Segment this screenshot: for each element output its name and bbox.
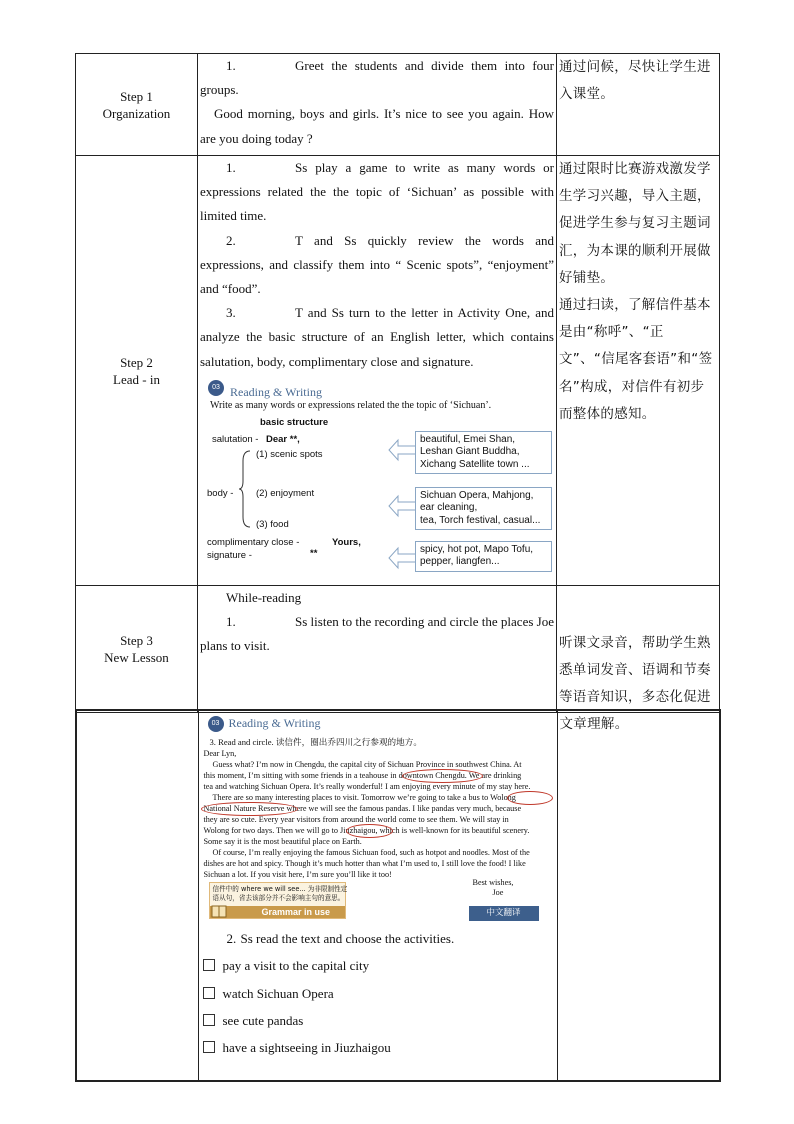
letter-line: Guess what? I’m now in Chengdu, the capital city of Sichuan Province in southwest China. At [212, 760, 522, 769]
food-words-box [415, 541, 552, 572]
step2-item2-text: T and Ss quickly review the words and expressions, and classify them into “ Scenic spots”, “enjoyment” and “food”. [200, 232, 554, 297]
read-circle-instruction: 3. Read and circle. 读信件，圈出乔四川之行参观的地方。 [209, 737, 422, 747]
reading-purpose: 文章理解。 [559, 716, 629, 732]
circle-nature-reserve [201, 802, 298, 816]
food-word-line: pepper, liangfen... [420, 556, 500, 568]
letter-line: this moment, I’m sitting with some friends in a teahouse in downtown Chengdu. We are drinking [203, 771, 522, 780]
activity-option[interactable] [201, 1034, 555, 1061]
scenic-words-box [415, 431, 552, 475]
grammar-note-box [209, 882, 346, 919]
book-icon [211, 904, 227, 918]
scenic-word-line: Leshan Giant Buddha, [420, 446, 520, 458]
step2-stage: Lead - in [113, 371, 160, 387]
step2-label: Step 2 [120, 354, 153, 370]
step3-activity-cell [198, 586, 557, 713]
step1-item1-num: 1. [226, 58, 236, 73]
letter-line: There are so many interesting places to visit. Tomorrow we’re going to take a bus to Wolong [212, 793, 516, 802]
reading-activity-cell [198, 710, 557, 1081]
letter-signer: Joe [492, 888, 504, 897]
activity-option[interactable] [201, 1007, 555, 1034]
activity-badge: 03 [208, 716, 224, 732]
lesson-plan-table-continued [75, 709, 721, 1082]
salutation-example: Dear **, [266, 433, 300, 445]
step3-stage-cell [76, 586, 198, 713]
step1-greeting: Good morning, boys and girls. It’s nice to see you again. How are you doing today ? [200, 106, 554, 146]
letter-line: Wolong for two days. Then we will go to Jiuzhaigou, which is well-known for its beautiful scenery. [203, 826, 530, 835]
empty-stage-cell [76, 710, 198, 1081]
scenic-word-line: Xichang Satellite town ... [420, 458, 530, 470]
body-label: body - [207, 487, 234, 499]
scenic-word-line: beautiful, Emei Shan, [420, 433, 516, 445]
body-brace-icon [238, 449, 252, 529]
activity-option-label: watch Sichuan Opera [222, 985, 334, 1001]
step1-purpose: 通过问候，尽快让学生进入课堂。 [559, 59, 711, 103]
letter-structure-figure [200, 376, 554, 581]
step1-label: Step 1 [120, 88, 153, 104]
checkbox-icon[interactable] [203, 1014, 215, 1026]
close-example: Yours, [332, 536, 361, 548]
body-item-food: (3) food [256, 518, 289, 530]
activity-option-label: pay a visit to the capital city [222, 958, 370, 974]
step2-purpose1: 通过限时比赛游戏激发学生学习兴趣，导入主题，促进学生参与复习主题词汇，为本课的顺利开展做好铺垫。 [559, 161, 711, 286]
step1-purpose-cell [557, 54, 720, 156]
step2-item3-text: T and Ss turn to the letter in Activity One, and analyze the basic structure of an English letter, which contains salutation, body, complimentary close and signature. [200, 305, 554, 369]
step2-item1-text: Ss play a game to write as many words or expressions related the the topic of ‘Sichuan’ as possible with limited time. [200, 160, 554, 224]
letter-line: National Nature Reserve where we will see the famous pandas. I like pandas very much, because [203, 804, 522, 813]
grammar-note-line2: 语从句，省去该部分并不会影响主句的意思。 [212, 894, 345, 902]
enjoyment-word-line: tea, Torch festival, casual... [420, 514, 541, 526]
letter-line: Some say it is the most beautiful place on Earth. [203, 837, 362, 846]
activity-badge: 03 [208, 380, 224, 396]
body-item-enjoyment: (2) enjoyment [256, 487, 315, 499]
step3-continued-row [76, 710, 720, 1081]
letter-line: dishes are hot and spicy. Though it’s much hotter than what I’m used to, I still love the food! I like [203, 859, 526, 868]
step2-purpose-cell [557, 156, 720, 586]
grammar-note-line1: 信件中的 where we will see... 为非限制性定 [212, 885, 348, 893]
activity-option[interactable] [201, 980, 555, 1007]
reading-purpose-cell [557, 710, 720, 1081]
checkbox-icon[interactable] [203, 1041, 215, 1053]
task2-text: Ss read the text and choose the activities. [240, 931, 455, 946]
lesson-plan-table [75, 53, 720, 713]
circle-jiuzhaigou [346, 824, 393, 838]
food-word-line: spicy, hot pot, Mapo Tofu, [420, 543, 534, 555]
letter-line: they are so cute. Every year visitors from around the world come to see them. We will stay in [203, 815, 509, 824]
signature-label: signature - [207, 549, 252, 561]
letter-line: tea and watching Sichuan Opera. It’s really wonderful! I am enjoying every minute of my stay here. [203, 782, 531, 791]
step3-row [76, 586, 720, 713]
complimentary-close-label: complimentary close - [207, 536, 300, 548]
task2-num: 2. [226, 931, 237, 946]
reading-writing-title: Reading & Writing [228, 716, 321, 730]
step2-purpose2: 通过扫读，了解信件基本是由“称呼”、“正文”、“信尾客套语”和“签名”构成，对信件有初步而整体的感知。 [559, 297, 713, 422]
step1-stage-cell [76, 54, 198, 156]
structure-heading: basic structure [260, 416, 329, 428]
activity-option[interactable] [201, 952, 555, 979]
step1-row [76, 54, 720, 156]
activity-option-label: have a sightseeing in Jiuzhaigou [222, 1040, 391, 1056]
step3-stage: New Lesson [104, 649, 169, 665]
step3-item1-num: 1. [226, 614, 236, 630]
step3-purpose: 听课文录音，帮助学生熟悉单词发音、语调和节奏等语音知识，多态化促进 [559, 635, 711, 706]
step2-item2-num: 2. [226, 232, 236, 248]
step2-activity-cell [198, 156, 557, 586]
checkbox-icon[interactable] [203, 959, 215, 971]
step1-stage: Organization [102, 105, 171, 121]
signature-example: ** [310, 547, 318, 559]
circle-downtown-chengdu [402, 769, 483, 783]
step1-item1-text: Greet the students and divide them into four groups. [200, 58, 554, 98]
while-reading-heading: While-reading [226, 590, 302, 605]
grammar-label-bar [210, 906, 345, 918]
chinese-translation-button[interactable]: 中文翻译 [469, 906, 539, 921]
circle-wolong [507, 791, 553, 805]
step2-row [76, 156, 720, 586]
letter-line: Of course, I’m really enjoying the famous Sichuan food, such as hotpot and noodles. Most of the [212, 848, 530, 857]
step3-purpose-cell [557, 586, 720, 713]
checkbox-icon[interactable] [203, 987, 215, 999]
activity-option-label: see cute pandas [222, 1012, 304, 1028]
enjoyment-words-box [415, 487, 552, 531]
enjoyment-word-line: Sichuan Opera, Mahjong, [420, 489, 534, 501]
step1-activity-cell [198, 54, 557, 156]
letter-line: Dear Lyn, [203, 749, 237, 758]
step3-item1-text: Ss listen to the recording and circle the places Joe plans to visit. [200, 614, 554, 654]
step2-item3-num: 3. [226, 305, 236, 321]
body-item-scenic: (1) scenic spots [256, 448, 323, 460]
letter-figure [201, 711, 555, 923]
grammar-in-use-label: Grammar in use [261, 907, 331, 917]
figure-instruction: Write as many words or expressions related the the topic of ‘Sichuan’. [210, 399, 492, 411]
letter-line: Sichuan a lot. If you visit here, I’m sure you’ll like it too! [203, 870, 392, 879]
enjoyment-word-line: ear cleaning, [420, 502, 478, 514]
step2-stage-cell [76, 156, 198, 586]
step2-item1-num: 1. [226, 160, 236, 175]
salutation-label: salutation - [212, 433, 259, 445]
letter-closing: Best wishes, [472, 878, 514, 887]
step3-label: Step 3 [120, 632, 153, 648]
reading-writing-title: Reading & Writing [230, 384, 322, 399]
